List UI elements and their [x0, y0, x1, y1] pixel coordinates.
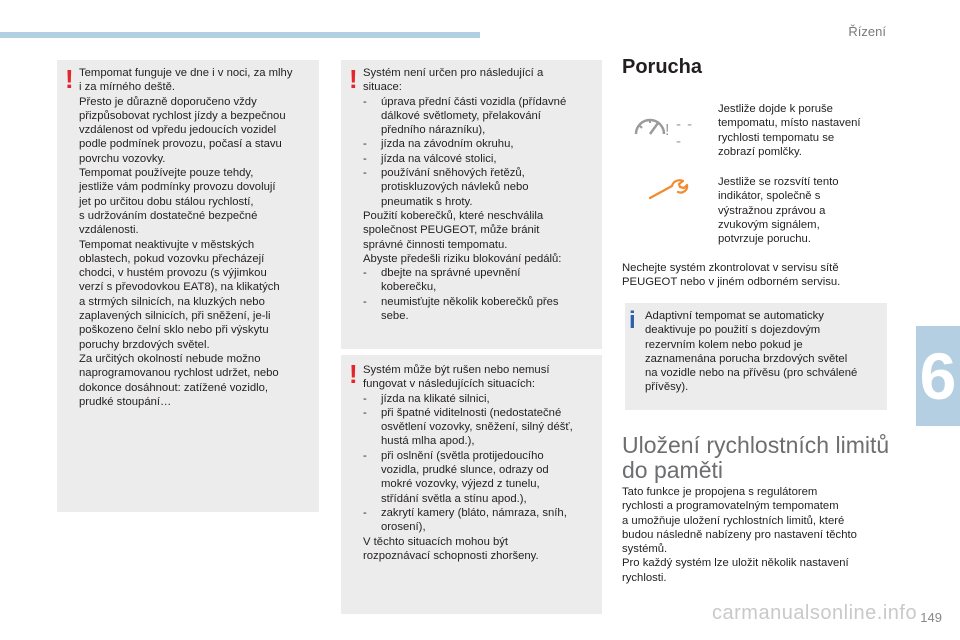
list-item: - jízda na válcové stolici,	[363, 152, 599, 166]
warning-box-3	[341, 355, 602, 614]
excluded-list	[363, 95, 599, 209]
chapter-tab: 6	[916, 326, 960, 426]
list-item: - úprava přední části vozidla (přídavné dálkové světlomety, přelakování předního nárazníku),	[363, 95, 599, 138]
warning-outro-3: V těchto situacích mohou být rozpoznávací schopnosti zhoršeny.	[363, 535, 539, 562]
list-item: - dbejte na správné upevnění koberečku,	[363, 266, 599, 295]
warning-icon: !	[349, 359, 358, 389]
info-icon: i	[629, 307, 636, 334]
section-heading-fault: Porucha	[622, 56, 703, 78]
service-text: Nechejte systém zkontrolovat v servisu sítě PEUGEOT nebo v jiném odborném servisu.	[622, 262, 841, 289]
warning-box-2	[341, 60, 602, 349]
speedometer-icon	[632, 112, 672, 140]
speed-dashes: - - -	[676, 116, 694, 150]
mats-list	[363, 266, 599, 323]
wrench-fault-indicator	[646, 178, 690, 202]
list-item: - zakrytí kamery (bláto, námraza, sníh, orosení),	[363, 506, 599, 535]
warning-intro-2: Systém není určen pro následující a situace:	[363, 67, 544, 94]
fault-text-2: Jestliže se rozsvítí tento indikátor, společně s výstražnou zprávou a zvukovým signálem, potvrzuje poruchu.	[718, 176, 839, 246]
warning-box-1	[57, 60, 319, 512]
warning-text-1: Tempomat funguje ve dne i v noci, za mlhy i za mírného deště. Přesto je důrazně doporučeno vždy přizpůsobovat rychlost jízdy a bezpečnou vzdálenost od vpředu jedoucích vozidel podle podmínek provozu, počasí a stavu povrchu vozovky. Tempomat používejte pouze tehdy, jestliže vám podmínky provozu dovolují jet po určitou dobu stálou rychlostí, s udržováním dostatečné bezpečné vzdálenosti. Tempomat neaktivujte v městských oblastech, pokud vozovku přecházejí chodci, v hustém provozu (s výjimkou verzí s převodovkou EAT8), na klikatých a strmých silnicích, na kluzkých nebo zaplavených silnicích, při sněžení, je-li poškozeno čelní sklo nebo při výskytu poruchy brzdových světel. Za určitých okolností nebude možno naprogramovanou rychlost udržet, nebo dokonce dosáhnout: zatížené vozidlo, prudké stoupání…	[79, 67, 293, 408]
warning-intro-3: Systém může být rušen nebo nemusí fungovat v následujících situacích:	[363, 364, 550, 391]
list-item: - jízda na klikaté silnici,	[363, 392, 599, 406]
wrench-icon	[646, 178, 690, 202]
page-number: 149	[920, 610, 942, 625]
watermark: carmanualsonline.info	[712, 602, 918, 624]
section-heading-memory: Uložení rychlostních limitů do paměti	[622, 432, 890, 483]
section-title: Řízení	[848, 24, 886, 39]
memory-text: Tato funkce je propojena s regulátorem rychlosti a programovatelným tempomatem a umožňuje uložení rychlostních limitů, které budou následně nabízeny pro nastavení těchto systémů. Pro každý systém lze uložit několik nastavení rychlosti.	[622, 486, 857, 584]
warning-icon: !	[349, 64, 358, 94]
list-item: - používání sněhových řetězů, protiskluzových návleků nebo pneumatik s hroty.	[363, 166, 599, 209]
info-box	[625, 303, 887, 410]
info-text: Adaptivní tempomat se automaticky deaktivuje po použití s dojezdovým rezervním kolem nebo pokud je zaznamenána porucha brzdových světel na vozidle nebo na přívěsu (pro schválené přívěsy).	[645, 310, 858, 394]
disturbance-list	[363, 392, 599, 535]
list-item: - neumisťujte několik koberečků přes sebe.	[363, 295, 599, 324]
list-item: - při špatné viditelnosti (nedostatečné osvětlení vozovky, sněžení, silný déšť, hustá mlha apod.),	[363, 406, 599, 449]
list-item: - jízda na závodním okruhu,	[363, 137, 599, 151]
warning-icon: !	[65, 64, 74, 94]
svg-text:!: !	[665, 122, 670, 139]
speedometer-fault-indicator	[632, 112, 702, 150]
list-item: - při oslnění (světla protijedoucího vozidla, prudké slunce, odrazy od mokré vozovky, výjezd z tunelu, střídání světla a stínu apod.),	[363, 449, 599, 506]
header-bar	[0, 32, 480, 38]
fault-text-1: Jestliže dojde k poruše tempomatu, místo nastavení rychlosti tempomatu se zobrazí pomlčky.	[718, 103, 861, 158]
mats-text: Použití koberečků, které neschválila společnost PEUGEOT, může bránit správné činnosti tempomatu. Abyste předešli riziku blokování pedálů:	[363, 209, 562, 265]
